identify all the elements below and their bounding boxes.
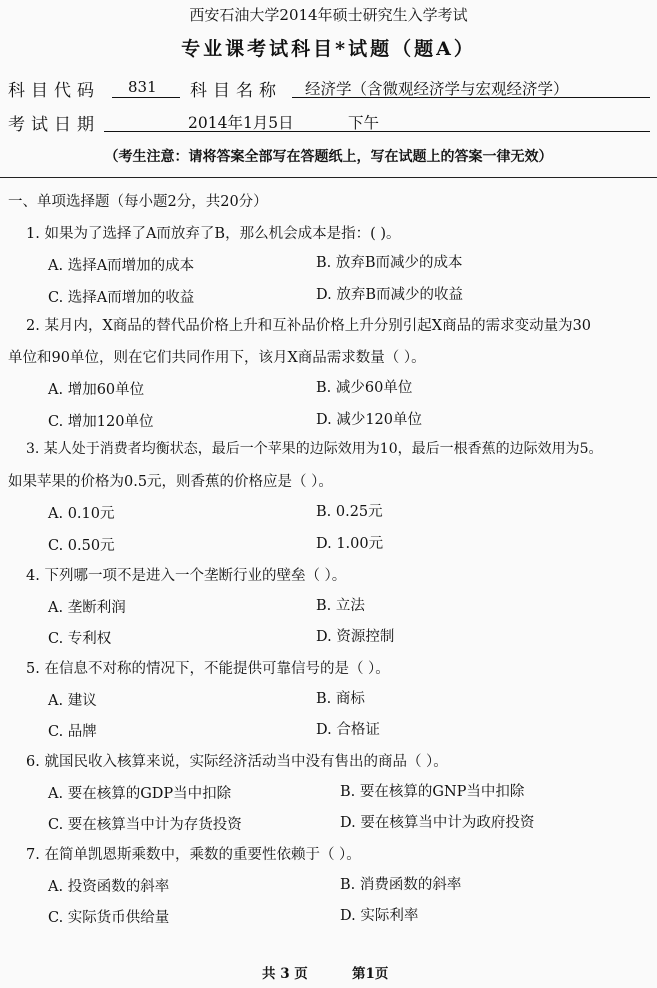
option: C. 品牌 (48, 724, 97, 740)
footer-total-pages: 共 3 页 (262, 966, 308, 982)
option: B. 0.25元 (316, 504, 383, 520)
exam-time: 下午 (348, 114, 380, 132)
subject-name: 经济学（含微观经济学与宏观经济学） (305, 80, 569, 98)
option: B. 消费函数的斜率 (340, 877, 462, 893)
option: D. 资源控制 (316, 629, 395, 645)
subject-code-label: 科目代码 (8, 81, 100, 101)
option: A. 增加60单位 (48, 382, 145, 398)
option: C. 实际货币供给量 (48, 910, 170, 926)
option: B. 减少60单位 (316, 380, 413, 396)
option: D. 减少120单位 (316, 412, 423, 428)
footer-current-page: 第1页 (352, 966, 389, 982)
option: D. 放弃B而减少的收益 (316, 287, 463, 303)
question-stem: 5. 在信息不对称的情况下，不能提供可靠信号的是（ ）。 (26, 661, 390, 677)
subject-code-underline (112, 97, 180, 98)
option: C. 选择A而增加的收益 (48, 290, 195, 306)
exam-date: 2014年1月5日 (188, 114, 294, 132)
option: C. 专利权 (48, 631, 112, 647)
option: A. 投资函数的斜率 (48, 879, 170, 895)
university-line: 西安石油大学2014年硕士研究生入学考试 (189, 6, 468, 24)
option: C. 要在核算当中计为存货投资 (48, 817, 242, 833)
option: A. 要在核算的GDP当中扣除 (48, 786, 232, 802)
option: A. 选择A而增加的成本 (48, 258, 195, 274)
option: B. 放弃B而减少的成本 (316, 255, 463, 271)
question-stem-cont: 单位和90单位，则在它们共同作用下，该月X商品需求数量（ ）。 (8, 350, 426, 366)
header-divider (0, 177, 657, 178)
question-stem: 2. 某月内，X商品的替代品价格上升和互补品价格上升分别引起X商品的需求变动量为30 (26, 318, 592, 334)
option: D. 1.00元 (316, 536, 384, 552)
question-stem: 1. 如果为了选择了A而放弃了B，那么机会成本是指：( )。 (26, 226, 401, 242)
option: C. 0.50元 (48, 538, 115, 554)
subject-code: 831 (128, 78, 157, 96)
option: D. 合格证 (316, 722, 380, 738)
subject-name-label: 科目名称 (190, 81, 282, 101)
option: A. 0.10元 (48, 506, 115, 522)
exam-title: 专业课考试科目*试题（题A） (181, 38, 476, 60)
option: B. 立法 (316, 598, 365, 614)
option: B. 要在核算的GNP当中扣除 (340, 784, 525, 800)
question-stem-cont: 如果苹果的价格为0.5元，则香蕉的价格应是（ ）。 (8, 474, 333, 490)
exam-date-label: 考试日期 (8, 115, 100, 135)
section-title: 一、单项选择题（每小题2分，共20分） (8, 194, 268, 210)
option: D. 要在核算当中计为政府投资 (340, 815, 535, 831)
option: B. 商标 (316, 691, 365, 707)
question-stem: 7. 在简单凯恩斯乘数中，乘数的重要性依赖于（ ）。 (26, 847, 361, 863)
question-stem: 6. 就国民收入核算来说，实际经济活动当中没有售出的商品（ ）。 (26, 754, 448, 770)
option: A. 垄断利润 (48, 600, 126, 616)
question-stem: 4. 下列哪一项不是进入一个垄断行业的壁垒（ ）。 (26, 568, 347, 584)
exam-notice: （考生注意：请将答案全部写在答题纸上，写在试题上的答案一律无效） (104, 149, 553, 165)
option: A. 建议 (48, 693, 97, 709)
option: C. 增加120单位 (48, 414, 154, 430)
option: D. 实际利率 (340, 908, 419, 924)
question-stem: 3. 某人处于消费者均衡状态，最后一个苹果的边际效用为10，最后一根香蕉的边际效用为5。 (26, 441, 603, 457)
